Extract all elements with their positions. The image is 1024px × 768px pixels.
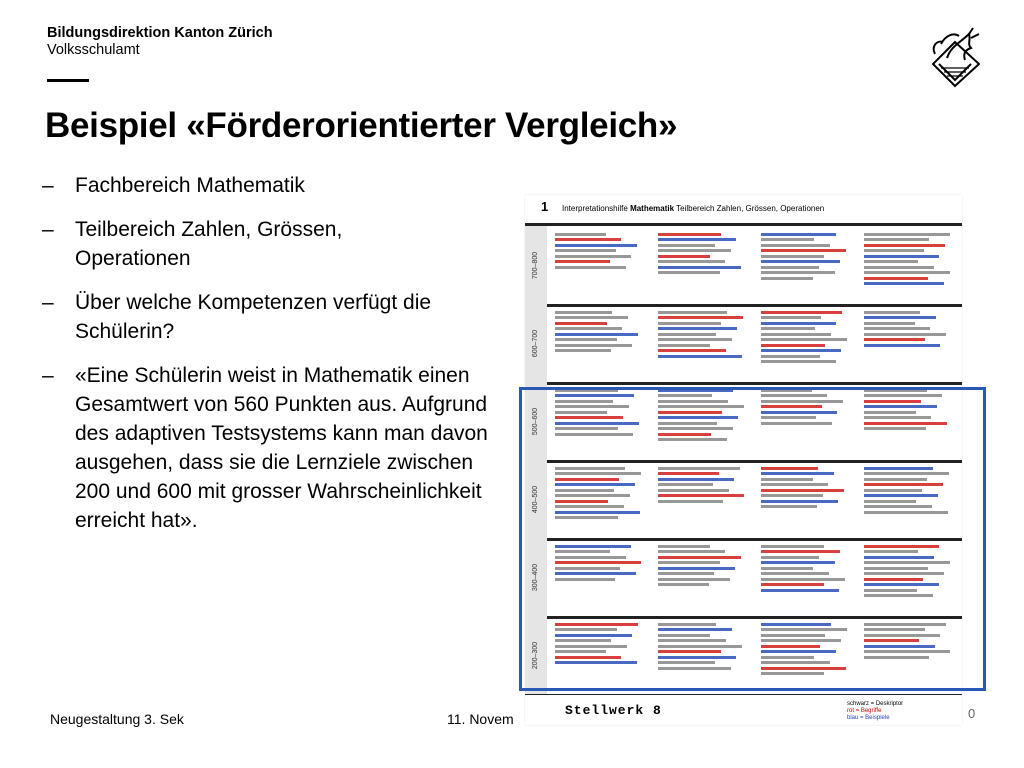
- bullet-dash: –: [42, 174, 54, 197]
- text-line: [761, 316, 821, 319]
- text-line: [555, 255, 631, 258]
- text-line: [761, 260, 840, 263]
- sheet-title-suffix: Teilbereich Zahlen, Grössen, Operationen: [676, 204, 825, 213]
- legend-line: rot = Begriffe: [847, 708, 882, 714]
- text-line: [658, 238, 736, 241]
- text-line: [761, 311, 842, 314]
- sheet-cell: [555, 230, 647, 300]
- text-line: [658, 255, 710, 258]
- text-line: [555, 249, 616, 252]
- sheet-legend: [847, 701, 903, 722]
- text-line: [864, 344, 940, 347]
- highlight-frame: [519, 387, 986, 691]
- band-label-text: 600–700: [532, 329, 540, 357]
- text-line: [658, 316, 743, 319]
- band-label-text: 300–400: [532, 563, 540, 591]
- sheet-cell: [761, 230, 853, 300]
- text-line: [555, 349, 611, 352]
- bullet-text: Über welche Kompetenzen verfügt die Schülerin?: [75, 291, 432, 343]
- sheet-footer: [525, 695, 962, 725]
- text-line: [658, 244, 715, 247]
- text-line: [555, 238, 621, 241]
- text-line: [864, 260, 918, 263]
- sheet-title: [562, 204, 824, 213]
- header-rule: [47, 79, 89, 82]
- text-line: [658, 344, 710, 347]
- text-line: [658, 349, 726, 352]
- text-line: [761, 338, 847, 341]
- text-line: [761, 333, 831, 336]
- legend-line: schwarz = Deskriptor: [847, 701, 904, 707]
- text-line: [555, 322, 607, 325]
- text-line: [864, 333, 946, 336]
- text-line: [658, 338, 732, 341]
- text-line: [864, 316, 936, 319]
- text-line: [658, 311, 727, 314]
- text-line: [761, 238, 814, 241]
- bullet-text: Fachbereich Mathematik: [75, 174, 305, 197]
- sheet-cell: [864, 230, 956, 300]
- text-line: [864, 327, 930, 330]
- text-line: [864, 338, 925, 341]
- text-line: [555, 327, 622, 330]
- sheet-header: [525, 195, 962, 226]
- text-line: [864, 233, 950, 236]
- text-line: [761, 355, 820, 358]
- sheet-cell: [658, 230, 750, 300]
- organization-name: Bildungsdirektion Kanton Zürich: [47, 25, 273, 41]
- text-line: [761, 277, 813, 280]
- text-line: [761, 271, 835, 274]
- text-line: [555, 244, 637, 247]
- sheet-band: [525, 226, 962, 307]
- department-name: Volksschulamt: [47, 42, 140, 58]
- text-line: [761, 249, 846, 252]
- text-line: [555, 311, 612, 314]
- bullet-item: [42, 215, 552, 273]
- bullet-dash: –: [42, 218, 54, 241]
- text-line: [864, 271, 950, 274]
- text-line: [658, 249, 731, 252]
- sheet-cell: [761, 308, 853, 378]
- band-label-text: 500–600: [532, 407, 540, 435]
- bullet-item: [42, 361, 552, 535]
- text-line: [658, 271, 720, 274]
- text-line: [555, 333, 638, 336]
- text-line: [864, 255, 939, 258]
- text-line: [864, 238, 929, 241]
- text-line: [555, 266, 626, 269]
- text-line: [658, 355, 742, 358]
- sheet-cell: [658, 308, 750, 378]
- text-line: [761, 244, 830, 247]
- text-line: [761, 349, 841, 352]
- footer-left: Neugestaltung 3. Sek: [50, 711, 184, 727]
- text-line: [761, 327, 815, 330]
- text-line: [555, 344, 632, 347]
- text-line: [761, 344, 825, 347]
- band-label-text: 700–800: [532, 251, 540, 279]
- text-line: [761, 266, 819, 269]
- stellwerk-brand: Stellwerk 8: [565, 703, 662, 718]
- text-line: [761, 360, 836, 363]
- footer-date: 11. Novem: [447, 711, 514, 727]
- band-label: [525, 304, 547, 382]
- bullet-item: [42, 171, 552, 200]
- sheet-cell: [555, 308, 647, 378]
- zurich-lion-logo: [925, 24, 987, 94]
- text-line: [864, 277, 928, 280]
- text-line: [761, 322, 836, 325]
- sheet-number: 1: [541, 199, 549, 214]
- sheet-title-subject: Mathematik: [630, 204, 675, 213]
- band-label-text: 400–500: [532, 485, 540, 513]
- legend-line: blau = Beispiele: [847, 715, 890, 721]
- text-line: [864, 266, 934, 269]
- text-line: [864, 244, 945, 247]
- text-line: [555, 233, 606, 236]
- bullet-dash: –: [42, 364, 54, 387]
- slide-title: Beispiel «Förderorientierter Vergleich»: [45, 106, 678, 145]
- text-line: [761, 255, 824, 258]
- sheet-cell: [864, 308, 956, 378]
- text-line: [555, 316, 628, 319]
- bullet-dash: –: [42, 291, 54, 314]
- page-number: 0: [968, 706, 976, 721]
- text-line: [761, 233, 836, 236]
- text-line: [658, 333, 716, 336]
- text-line: [864, 322, 915, 325]
- text-line: [658, 266, 741, 269]
- band-label-text: 200–300: [532, 641, 540, 669]
- text-line: [658, 260, 725, 263]
- bullet-list: [42, 171, 552, 550]
- text-line: [658, 327, 737, 330]
- sheet-band: [525, 304, 962, 385]
- bullet-text: Teilbereich Zahlen, Grössen, Operationen: [75, 218, 343, 270]
- bullet-item: [42, 288, 552, 346]
- text-line: [658, 233, 721, 236]
- text-line: [658, 322, 721, 325]
- band-label: [525, 226, 547, 304]
- sheet-title-prefix: Interpretationshilfe: [562, 204, 628, 213]
- bullet-text: «Eine Schülerin weist in Mathematik einen Gesamtwert von 560 Punkten aus. Aufgrund des adaptiven Testsystems kann man davon ausgehen, dass sie die Lernziele zwischen 200 und 600 mit grosser Wahrscheinlichkeit erreicht hat».: [75, 364, 488, 532]
- text-line: [864, 311, 920, 314]
- text-line: [864, 249, 924, 252]
- text-line: [555, 338, 617, 341]
- text-line: [864, 282, 944, 285]
- text-line: [555, 260, 610, 263]
